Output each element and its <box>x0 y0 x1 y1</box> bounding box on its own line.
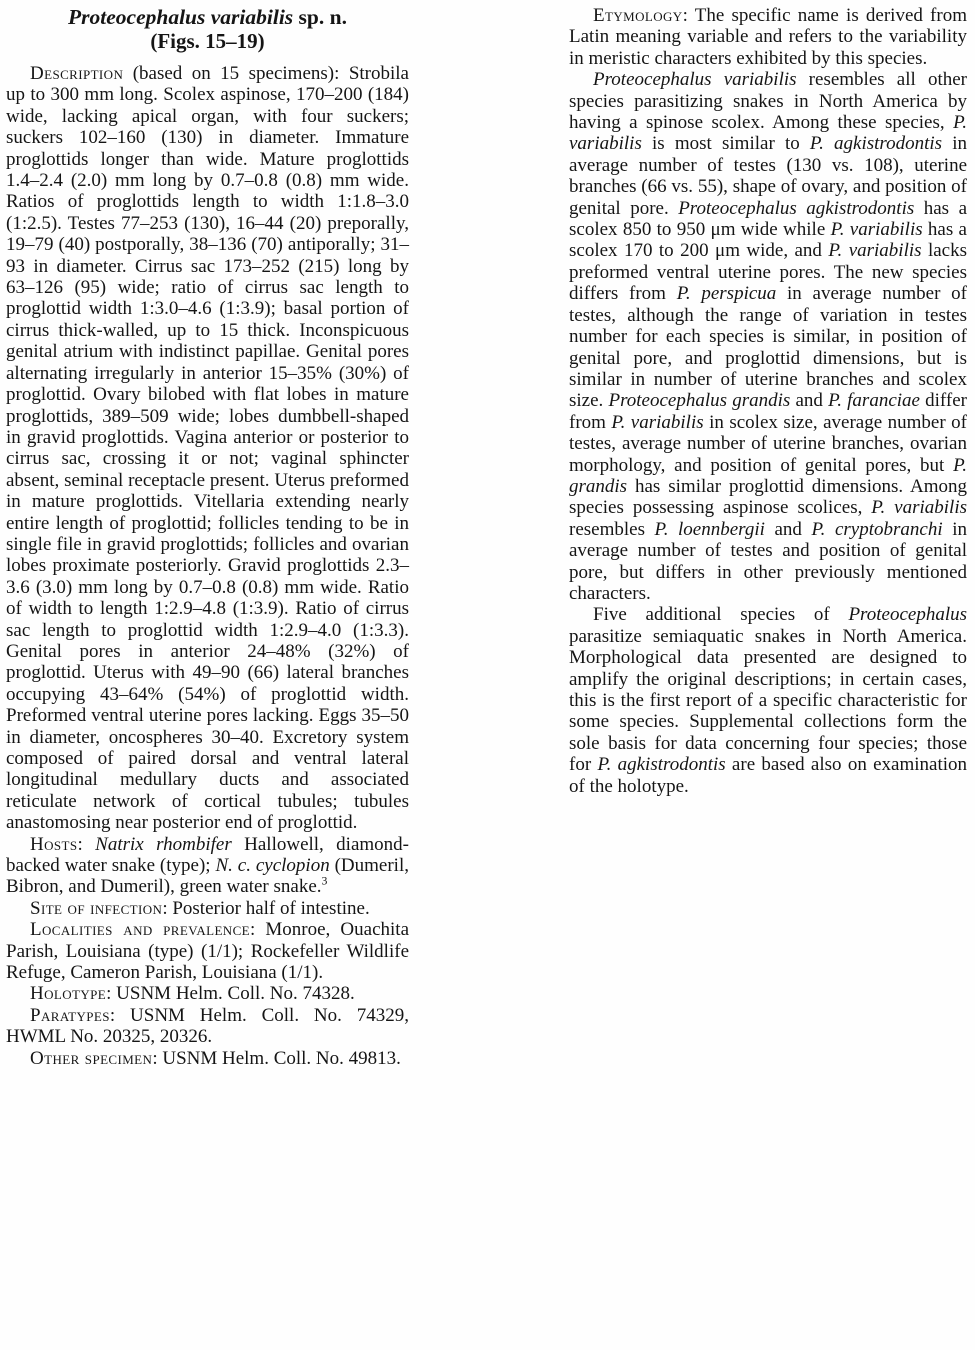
text-run: in average number of testes and position of genital pore, but differs in other previously mentioned characters. <box>569 518 967 604</box>
text-run: in average number of testes, although the range of variation in testes number for each species is similar, in position of genital pore, and proglottid dimensions, but is similar in number of uterine branches and scolex size. <box>569 283 967 412</box>
species-title <box>6 5 409 29</box>
text-run: Proteocephalus variabilis <box>593 69 797 91</box>
text-run: P. perspicua <box>676 283 777 305</box>
text-run: P. grandis <box>569 454 967 497</box>
text-run: resembles all other species parasitizing snakes in North America by having a spinose scolex. Among these species, <box>569 69 967 134</box>
text-run: P. variabilis <box>830 219 923 241</box>
text-run: and <box>790 390 829 412</box>
paragraph-paratypes <box>6 1005 409 1048</box>
text-run: Site of infection <box>30 897 163 919</box>
text-run: has a scolex 170 to 200 μm wide, and <box>569 219 967 262</box>
text-run: Description <box>30 63 124 84</box>
text-run: (based on 15 specimens): Strobila up to 300 mm long. Scolex aspinose, 170–200 (184) wide, lacking apical organ, with four suckers; suckers 102–160 (130) in diameter. Immature proglottids longer than wide. Mature proglottids 1.4–2.4 (2.0) mm long by 0.7–0.8 (0.8) mm wide. Ratios of proglottids length to width 1:1.8–3.0 (1:2.5). Testes 77–253 (130), 16–44 (20) preporally, 19–79 (40) postporally, 38–136 (70) antiporally; 31–93 in diameter. Cirrus sac 173–252 (215) long by 63–126 (95) wide; ratio of cirrus sac length to proglottid width 1:3.0–4.6 (1:3.9); basal portion of cirrus thick-walled, up to 15 thick. Inconspicuous genital atrium with indistinct papillae. Genital pores alternating irregularly in anterior 15–35% (30%) of proglottid. Ovary bilobed with flat lobes in mature proglottids, 389–509 wide; lobes dumbbell-shaped in gravid proglottids. Vagina anterior or posterior to cirrus sac, crossing it or not; vaginal sphincter absent, seminal receptacle present. Uterus preformed in mature proglottids. Vitellaria extending nearly entire length of proglottid; follicles tending to be in single file in gravid proglottids; follicles and ovarian lobes proximate posteriorly. Gravid proglottids 2.3–3.6 (3.0) mm long by 0.7–0.8 (0.8) mm wide. Ratio of width to length 1:2.9–4.8 (1:3.9). Ratio of cirrus sac length to proglottid width 1:2.9–4.0 (1:3.3). Genital pores in anterior 24–48% (32%) of proglottid. Uterus with 49–90 (66) lateral branches occupying 43–64% (54%) of proglottid width. Preformed ventral uterine pores lacking. Eggs 35–50 in diameter, oncospheres 30–40. Excretory system composed of paired dorsal and ventral lateral longitudinal medullary ducts and associated reticulate network of cortical tubules; tubules anastomosing near posterior end of proglottid. <box>6 63 409 834</box>
text-run: (Dumeril, Bibron, and Dumeril), green water snake. <box>6 855 409 898</box>
paragraph-hosts <box>6 834 409 898</box>
text-run: in scolex size, average number of testes, average number of uterine branches, ovarian morphology, and position of genital pores, but <box>569 411 967 476</box>
paragraph-description <box>6 63 409 834</box>
text-run: Proteocephalus <box>848 604 967 626</box>
text-run: lacks preformed ventral uterine pores. The new species differs from <box>569 240 967 305</box>
text-run: : USNM Helm. Coll. No. 74328. <box>106 983 355 1005</box>
paragraph-holotype <box>6 983 409 1004</box>
text-run: Other specimen <box>30 1047 153 1069</box>
paragraph-localities-and-prevalence <box>6 919 409 983</box>
paragraph-species-comparison <box>569 69 967 604</box>
text-run: Hosts <box>30 833 78 855</box>
text-run: and <box>764 518 812 540</box>
text-run: are based also on examination of the holotype. <box>569 754 968 797</box>
text-run: : USNM Helm. Coll. No. 49813. <box>152 1047 401 1069</box>
article-heading <box>6 5 409 53</box>
text-run: P. agkistrodontis <box>809 133 943 155</box>
text-run: sp. n. <box>293 5 347 29</box>
text-run: Hallowell, diamond-backed water snake (type); <box>6 833 409 877</box>
text-run: Paratypes <box>30 1004 110 1026</box>
text-run: : Posterior half of intestine. <box>162 897 370 919</box>
text-run: Holotype <box>30 983 107 1005</box>
text-run: Etymology <box>593 5 683 26</box>
text-run: has a scolex 850 to 950 μm wide while <box>569 197 968 241</box>
text-run: resembles <box>569 518 655 540</box>
text-run: : <box>77 833 96 855</box>
text-run: : USNM Helm. Coll. No. 74329, HWML No. 20325, 20326. <box>6 1004 409 1048</box>
text-run: is most similar to <box>641 133 810 155</box>
text-run: differ from <box>569 390 967 433</box>
text-run: Proteocephalus agkistrodontis <box>678 197 915 219</box>
text-run: P. cryptobranchi <box>811 518 943 540</box>
left-column-text <box>6 63 409 1069</box>
text-run: P. loennbergii <box>654 518 765 540</box>
right-column <box>569 5 967 797</box>
text-run: parasitize semiaquatic snakes in North America. Morphological data presented are designed to amplify the original descriptions; in certain cases, this is the first report of a specific characteristic for some species. Supplemental collections form the sole basis for data concerning four species; those for <box>569 625 967 776</box>
text-run: P. variabilis <box>611 411 704 433</box>
text-run: P. variabilis <box>871 497 967 519</box>
text-run: N. c. cyclopion <box>215 855 330 877</box>
text-run: : Monroe, Ouachita Parish, Louisiana (type) (1/1); Rockefeller Wildlife Refuge, Cameron Parish, Louisiana (1/1). <box>6 919 409 984</box>
paragraph-etymology <box>569 5 967 69</box>
text-run: P. variabilis <box>569 112 967 155</box>
text-run: 3 <box>321 875 328 889</box>
text-run: Localities and prevalence <box>30 919 250 941</box>
text-run: Proteocephalus grandis <box>608 390 791 412</box>
right-column-text <box>569 5 967 797</box>
text-run: Natrix rhombifer <box>95 833 232 855</box>
paragraph-five-additional-species <box>569 604 967 797</box>
text-run: in average number of testes (130 vs. 108), uterine branches (66 vs. 55), shape of ovary, and position of genital pore. <box>569 133 968 219</box>
text-run: Proteocephalus variabilis <box>68 5 294 29</box>
text-run: P. variabilis <box>828 240 922 262</box>
text-run: Five additional species of <box>593 604 849 626</box>
text-run: : The specific name is derived from Latin meaning variable and refers to the variability in meristic characters exhibited by this species. <box>569 5 967 69</box>
text-run: P. agkistrodontis <box>597 754 726 776</box>
paragraph-other-specimen <box>6 1048 409 1069</box>
text-run: P. faranciae <box>828 390 920 412</box>
paragraph-site-of-infection <box>6 898 409 919</box>
left-column <box>6 5 409 1069</box>
text-run: has similar proglottid dimensions. Among species possessing aspinose scolices, <box>569 475 967 519</box>
figs-subtitle: (Figs. 15–19) <box>150 29 265 53</box>
